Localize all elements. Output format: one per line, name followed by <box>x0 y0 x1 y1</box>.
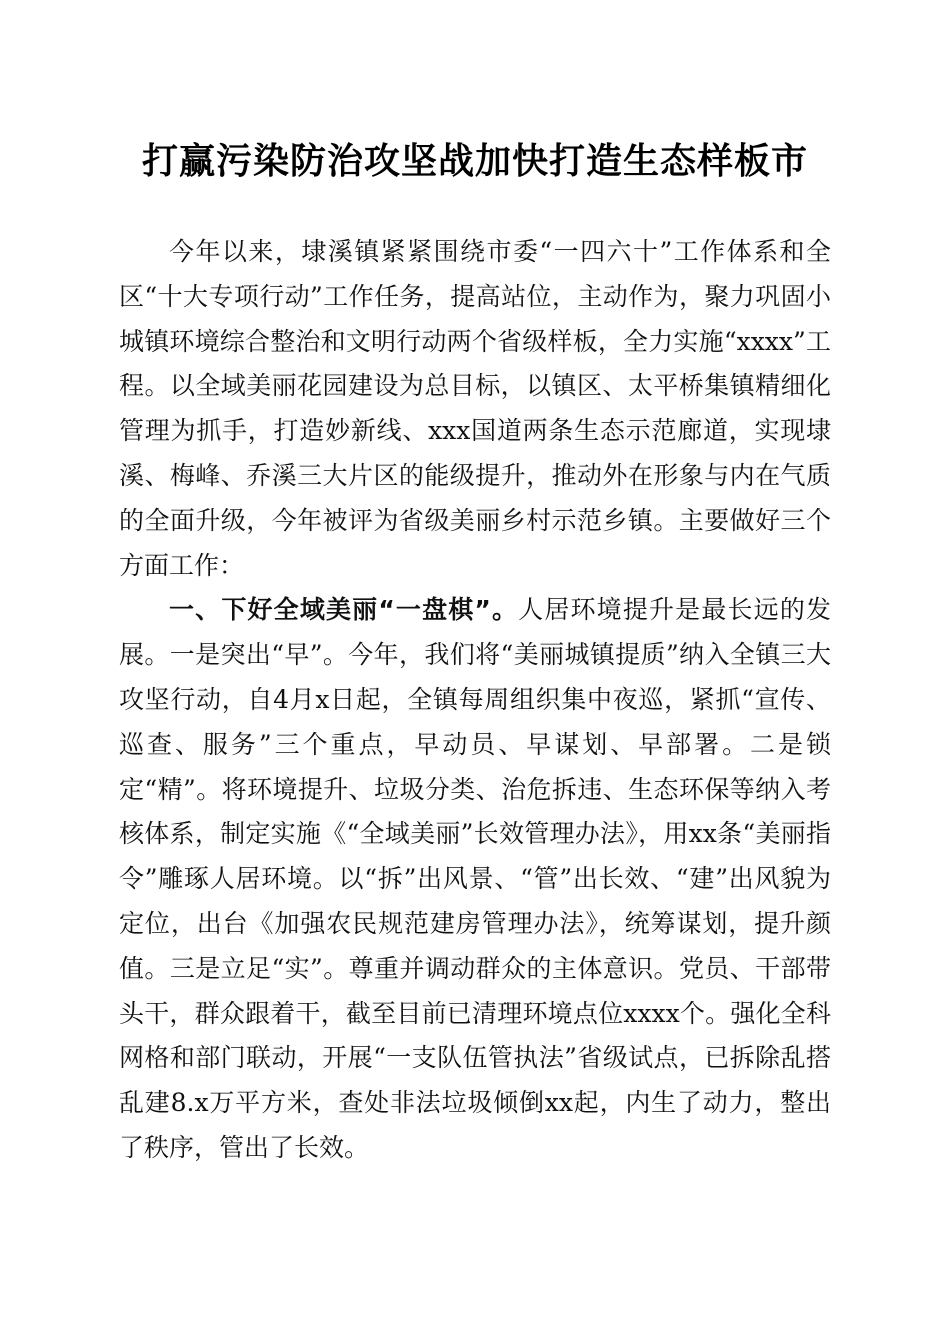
document-body <box>119 230 831 1171</box>
document-title: 打赢污染防治攻坚战加快打造生态样板市 <box>141 140 808 182</box>
section-one-text: 人居环境提升是最长远的发展。一是突出“早”。今年，我们将“美丽城镇提质”纳入全镇三大攻坚行动，自4月x日起，全镇每周组织集中夜巡，紧抓“宣传、巡查、服务”三个重点，早动员、早谋划、早部署。二是锁定“精”。将环境提升、垃圾分类、治危拆违、生态环保等纳入考核体系，制定实施《“全域美丽”长效管理办法》，用xx条“美丽指令”雕琢人居环境。以“拆”出风景、“管”出长效、“建”出风貌为定位，出台《加强农民规范建房管理办法》，统筹谋划，提升颜值。三是立足“实”。尊重并调动群众的主体意识。党员、干部带头干，群众跟着干，截至目前已清理环境点位xxxx个。强化全科网格和部门联动，开展“一支队伍管执法”省级试点，已拆除乱搭乱建8.x万平方米，查处非法垃圾倾倒xx起，内生了动力，整出了秩序，管出了长效。 <box>119 595 831 1162</box>
intro-paragraph: 今年以来，埭溪镇紧紧围绕市委“一四六十”工作体系和全区“十大专项行动”工作任务，提高站位，主动作为，聚力巩固小城镇环境综合整治和文明行动两个省级样板，全力实施“xxxx”工程。以全域美丽花园建设为总目标，以镇区、太平桥集镇精细化管理为抓手，打造妙新线、xxx国道两条生态示范廊道，实现埭溪、梅峰、乔溪三大片区的能级提升，推动外在形象与内在气质的全面升级，今年被评为省级美丽乡村示范乡镇。主要做好三个方面工作： <box>119 237 831 580</box>
section-one-heading: 一、下好全域美丽“一盘棋”。 <box>169 595 519 625</box>
section-one-paragraph <box>119 588 831 1170</box>
